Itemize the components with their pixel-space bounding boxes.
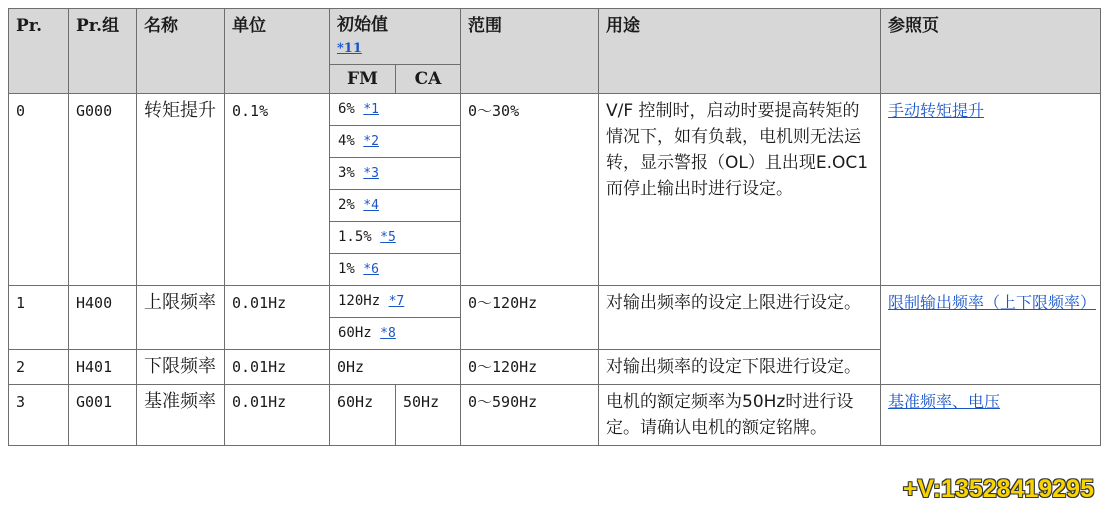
header-usage: 用途 [599, 9, 881, 94]
initial-value: 6% *1 [330, 94, 460, 126]
header-initial-label: 初始值 [337, 15, 388, 35]
cell-unit: 0.01Hz [225, 385, 330, 446]
table-row-pr3 [9, 385, 1101, 446]
header-row [9, 9, 1101, 65]
header-initial-note-link[interactable]: *11 [337, 41, 362, 56]
cell-usage: V/F 控制时，启动时要提高转矩的情况下，如有负载，电机则无法运转，显示警报（OL）且出现E.OC1而停止输出时进行设定。 [599, 94, 881, 286]
note-link[interactable]: *7 [388, 294, 405, 309]
initial-value: 1.5% *5 [330, 222, 460, 254]
note-link[interactable]: *2 [363, 134, 379, 149]
note-link[interactable]: *1 [363, 102, 379, 117]
header-ca: CA [396, 65, 461, 94]
cell-pr: 0 [9, 94, 69, 286]
header-unit: 单位 [225, 9, 330, 94]
parameter-table [8, 8, 1101, 446]
note-link[interactable]: *6 [363, 262, 379, 277]
cell-range: 0～120Hz [461, 350, 599, 385]
initial-value: 4% *2 [330, 126, 460, 158]
cell-initial-ca: 50Hz [396, 385, 461, 446]
cell-pr: 3 [9, 385, 69, 446]
cell-group: H400 [69, 286, 137, 350]
cell-name: 下限频率 [137, 350, 225, 385]
note-link[interactable]: *5 [380, 230, 396, 245]
header-range: 范围 [461, 9, 599, 94]
cell-pr: 1 [9, 286, 69, 350]
cell-ref [881, 286, 1101, 385]
header-ref: 参照页 [881, 9, 1101, 94]
header-pr-group: Pr.组 [69, 9, 137, 94]
cell-group: G001 [69, 385, 137, 446]
header-initial [330, 9, 461, 65]
initial-value: 3% *3 [330, 158, 460, 190]
cell-initial [330, 94, 461, 286]
cell-initial: 0Hz [330, 350, 461, 385]
table-row-pr1 [9, 286, 1101, 350]
cell-unit: 0.01Hz [225, 350, 330, 385]
note-link[interactable]: *8 [380, 326, 396, 341]
cell-usage: 对输出频率的设定下限进行设定。 [599, 350, 881, 385]
note-link[interactable]: *4 [363, 198, 379, 213]
cell-name: 基准频率 [137, 385, 225, 446]
ref-link-torque-boost[interactable]: 手动转矩提升 [888, 101, 985, 120]
cell-range: 0～590Hz [461, 385, 599, 446]
header-name: 名称 [137, 9, 225, 94]
header-pr: Pr. [9, 9, 69, 94]
cell-unit: 0.1% [225, 94, 330, 286]
cell-initial-fm: 60Hz [330, 385, 396, 446]
initial-value: 60Hz *8 [338, 325, 396, 341]
note-link[interactable]: *3 [363, 166, 379, 181]
cell-name: 上限频率 [137, 286, 225, 350]
cell-range: 0～30% [461, 94, 599, 286]
cell-usage: 对输出频率的设定上限进行设定。 [599, 286, 881, 350]
cell-unit: 0.01Hz [225, 286, 330, 350]
cell-ref [881, 385, 1101, 446]
cell-usage: 电机的额定频率为50Hz时进行设定。请确认电机的额定铭牌。 [599, 385, 881, 446]
initial-value: 2% *4 [330, 190, 460, 222]
cell-ref [881, 94, 1101, 286]
cell-range: 0～120Hz [461, 286, 599, 350]
ref-link-frequency-limit[interactable]: 限制输出频率（上下限频率） [888, 293, 1097, 312]
watermark-text: +V:13528419295 [902, 475, 1094, 503]
cell-group: G000 [69, 94, 137, 286]
header-fm: FM [330, 65, 396, 94]
initial-value: 1% *6 [338, 261, 379, 277]
table-row-pr0 [9, 94, 1101, 286]
ref-link-base-frequency[interactable]: 基准频率、电压 [888, 392, 1001, 411]
cell-pr: 2 [9, 350, 69, 385]
cell-initial [330, 286, 461, 350]
initial-value: 120Hz *7 [330, 286, 460, 318]
cell-group: H401 [69, 350, 137, 385]
cell-name: 转矩提升 [137, 94, 225, 286]
